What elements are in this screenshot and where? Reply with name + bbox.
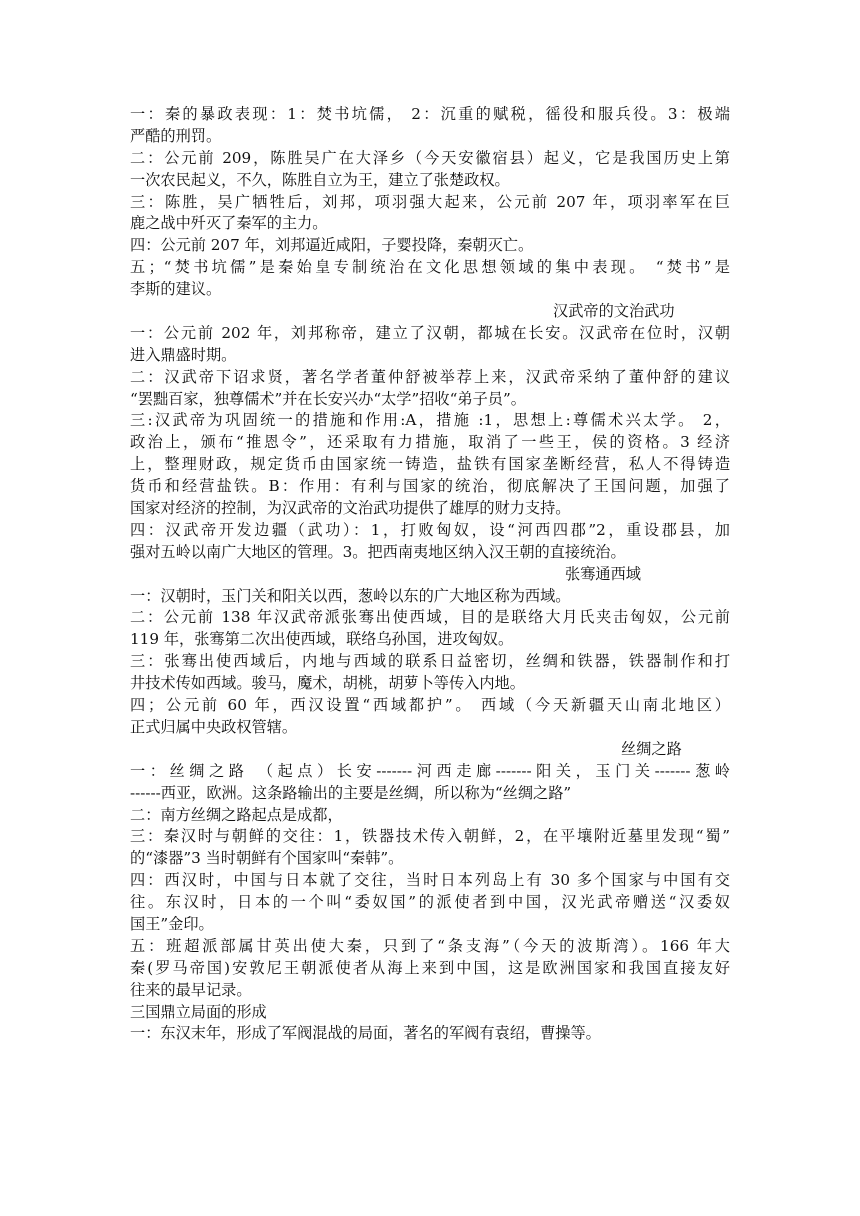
text-line: 的“漆器”3 当时朝鲜有个国家叫“秦韩”。 bbox=[130, 849, 404, 868]
text-line: 国王”金印。 bbox=[130, 914, 214, 933]
text-line: 二：南方丝绸之路起点是成都， bbox=[130, 805, 343, 824]
text-line: 井技术传如西域。骏马，魔术，胡桃，胡萝卜等传入内地。 bbox=[130, 674, 525, 693]
text-line: 强对五岭以南广大地区的管理。3。把西南夷地区纳入汉王朝的直接统治。 bbox=[130, 542, 626, 561]
section-heading: 三国鼎立局面的形成 bbox=[130, 1002, 267, 1021]
text-line: 上，整理财政，规定货币由国家统一铸造，盐铁有国家垄断经营，私人不得铸造 bbox=[130, 455, 730, 474]
text-line: 二：公元前 138 年汉武帝派张骞出使西域，目的是联络大月氏夹击匈奴，公元前 bbox=[130, 608, 730, 627]
text-line: 119 年，张骞第二次出使西域，联络乌孙国，进攻匈奴。 bbox=[130, 630, 514, 649]
text-line: 货币和经营盐铁。B：作用：有利与国家的统治，彻底解决了王国问题，加强了 bbox=[130, 477, 730, 496]
text-line: 正式归属中央政权管辖。 bbox=[130, 717, 298, 736]
text-line: 四：公元前 207 年，刘邦逼近咸阳，子婴投降，秦朝灭亡。 bbox=[130, 236, 534, 255]
text-line: 一：秦的暴政表现：1：焚书坑儒， 2：沉重的赋税，徭役和服兵役。3：极端 bbox=[130, 105, 730, 123]
document-page bbox=[130, 104, 730, 1045]
text-line: 国家对经济的控制，为汉武帝的文治武功提供了雄厚的财力支持。 bbox=[130, 499, 571, 518]
text-line: 四；公元前 60 年，西汉设置“西域都护”。 西域（今天新疆天山南北地区） bbox=[130, 696, 730, 715]
text-line: 一：东汉末年，形成了军阀混战的局面，著名的军阀有袁绍，曹操等。 bbox=[130, 1024, 601, 1043]
text-line: 鹿之战中歼灭了秦军的主力。 bbox=[130, 214, 328, 233]
text-line: 一次农民起义，不久，陈胜自立为王，建立了张楚政权。 bbox=[130, 170, 510, 189]
text-line: 政治上，颁布“推恩令”，还采取有力措施，取消了一些王，侯的资格。3 经济 bbox=[130, 433, 730, 452]
text-line: 进入鼎盛时期。 bbox=[130, 345, 237, 364]
text-line: 四：西汉时，中国与日本就了交往，当时日本列岛上有 30 多个国家与中国有交 bbox=[130, 871, 730, 890]
text-line: 一：丝绸之路 （起点）长安-------河西走廊-------阳关，玉门关-------葱岭 bbox=[130, 761, 730, 780]
text-line: 一：汉朝时，玉门关和阳关以西，葱岭以东的广大地区称为西域。 bbox=[130, 586, 571, 605]
text-line: 三:汉武帝为巩固统一的措施和作用:A，措施 :1，思想上:尊儒术兴太学。 2， bbox=[130, 411, 730, 430]
section-heading: 张骞通西域 bbox=[565, 564, 641, 583]
section-heading: 丝绸之路 bbox=[621, 739, 682, 758]
text-line: 三：秦汉时与朝鲜的交往：1，铁器技术传入朝鲜，2，在平壤附近墓里发现“蜀” bbox=[130, 827, 730, 846]
text-line: 二：公元前 209，陈胜吴广在大泽乡（今天安徽宿县）起义，它是我国历史上第 bbox=[130, 148, 730, 167]
text-line: 四：汉武帝开发边疆（武功）：1，打败匈奴，设“河西四郡”2，重设郡县，加 bbox=[130, 520, 730, 539]
text-line: 李斯的建议。 bbox=[130, 280, 222, 299]
text-line: 二：汉武帝下诏求贤，著名学者董仲舒被举荐上来，汉武帝采纳了董仲舒的建议 bbox=[130, 367, 730, 386]
text-line: 三：张骞出使西域后，内地与西域的联系日益密切，丝绸和铁器，铁器制作和打 bbox=[130, 652, 730, 671]
text-line: ------西亚，欧洲。这条路输出的主要是丝绸，所以称为“丝绸之路” bbox=[130, 783, 572, 802]
text-line: 五：班超派部属甘英出使大秦，只到了“条支海”（今天的波斯湾）。166 年大 bbox=[130, 936, 730, 955]
text-line: 五；“焚书坑儒”是秦始皇专制统治在文化思想领域的集中表现。 “焚书”是 bbox=[130, 258, 730, 277]
text-line: 一：公元前 202 年，刘邦称帝，建立了汉朝，都城在长安。汉武帝在位时，汉朝 bbox=[130, 323, 730, 342]
section-heading: 汉武帝的文治武功 bbox=[553, 302, 675, 321]
text-line: 严酷的刑罚。 bbox=[130, 126, 222, 145]
text-line: 秦(罗马帝国)安敦尼王朝派使者从海上来到中国，这是欧洲国家和我国直接友好 bbox=[130, 958, 730, 977]
text-line: 往。东汉时，日本的一个叫“委奴国”的派使者到中国，汉光武帝赠送“汉委奴 bbox=[130, 893, 730, 912]
text-line: “罢黜百家，独尊儒术”并在长安兴办“太学”招收“弟子员”。 bbox=[130, 389, 526, 408]
text-line: 三：陈胜，吴广牺牲后，刘邦，项羽强大起来，公元前 207 年，项羽率军在巨 bbox=[130, 192, 730, 211]
text-line: 往来的最早记录。 bbox=[130, 980, 252, 999]
